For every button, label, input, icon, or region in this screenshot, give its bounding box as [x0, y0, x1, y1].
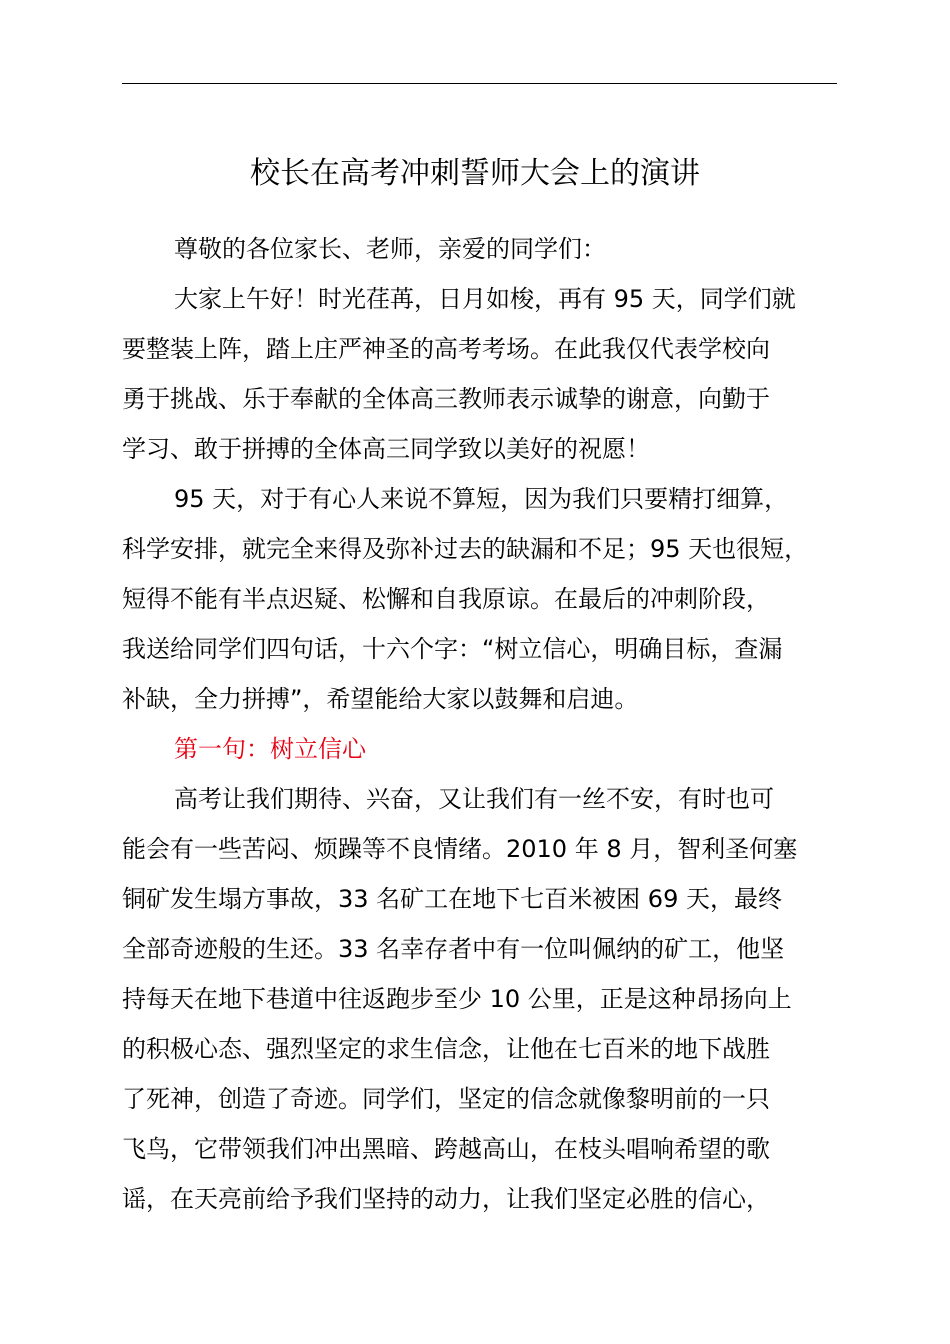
- text-line: 95 天，对于有心人来说不算短，因为我们只要精打细算，: [174, 485, 789, 513]
- text-line: 科学安排，就完全来得及弥补过去的缺漏和不足；95 天也很短，: [122, 535, 809, 563]
- text-line: 高考让我们期待、兴奋，又让我们有一丝不安，有时也可: [174, 785, 774, 813]
- paragraph-95-days: [122, 474, 837, 724]
- section-heading-text: 第一句：树立信心: [174, 735, 366, 763]
- text-line: 飞鸟，它带领我们冲出黑暗、跨越高山，在枝头唱响希望的歌: [122, 1135, 770, 1163]
- document-body: [122, 224, 837, 1224]
- text-line: 持每天在地下巷道中往返跑步至少 10 公里，正是这种昂扬向上: [122, 985, 792, 1013]
- text-line: 勇于挑战、乐于奉献的全体高三教师表示诚挚的谢意，向勤于: [122, 385, 770, 413]
- document-title: 校长在高考冲刺誓师大会上的演讲: [250, 156, 700, 191]
- section-heading-first: [122, 724, 837, 774]
- paragraph-greeting: [122, 224, 837, 274]
- text-line: 全部奇迹般的生还。33 名幸存者中有一位叫佩纳的矿工，他坚: [122, 935, 785, 963]
- text-line: 了死神，创造了奇迹。同学们，坚定的信念就像黎明前的一只: [122, 1085, 770, 1113]
- text-line: 我送给同学们四句话，十六个字：“树立信心，明确目标，查漏: [122, 635, 783, 663]
- text-line: 学习、敢于拼搏的全体高三同学致以美好的祝愿！: [122, 435, 650, 463]
- text-line: 的积极心态、强烈坚定的求生信念，让他在七百米的地下战胜: [122, 1035, 770, 1063]
- header-rule: [122, 83, 837, 84]
- text-line: 尊敬的各位家长、老师，亲爱的同学们：: [174, 235, 606, 263]
- text-line: 铜矿发生塌方事故，33 名矿工在地下七百米被困 69 天，最终: [122, 885, 782, 913]
- text-line: 短得不能有半点迟疑、松懈和自我原谅。在最后的冲刺阶段，: [122, 585, 770, 613]
- text-line: 谣，在天亮前给予我们坚持的动力，让我们坚定必胜的信心，: [122, 1185, 770, 1213]
- text-line: 补缺，全力拼搏”，希望能给大家以鼓舞和启迪。: [122, 685, 639, 713]
- text-line: 要整装上阵，踏上庄严神圣的高考考场。在此我仅代表学校向: [122, 335, 770, 363]
- paragraph-opening: [122, 274, 837, 474]
- paragraph-confidence: [122, 774, 837, 1224]
- text-line: 大家上午好！时光荏苒，日月如梭，再有 95 天，同学们就: [174, 285, 796, 313]
- text-line: 能会有一些苦闷、烦躁等不良情绪。2010 年 8 月，智利圣何塞: [122, 835, 798, 863]
